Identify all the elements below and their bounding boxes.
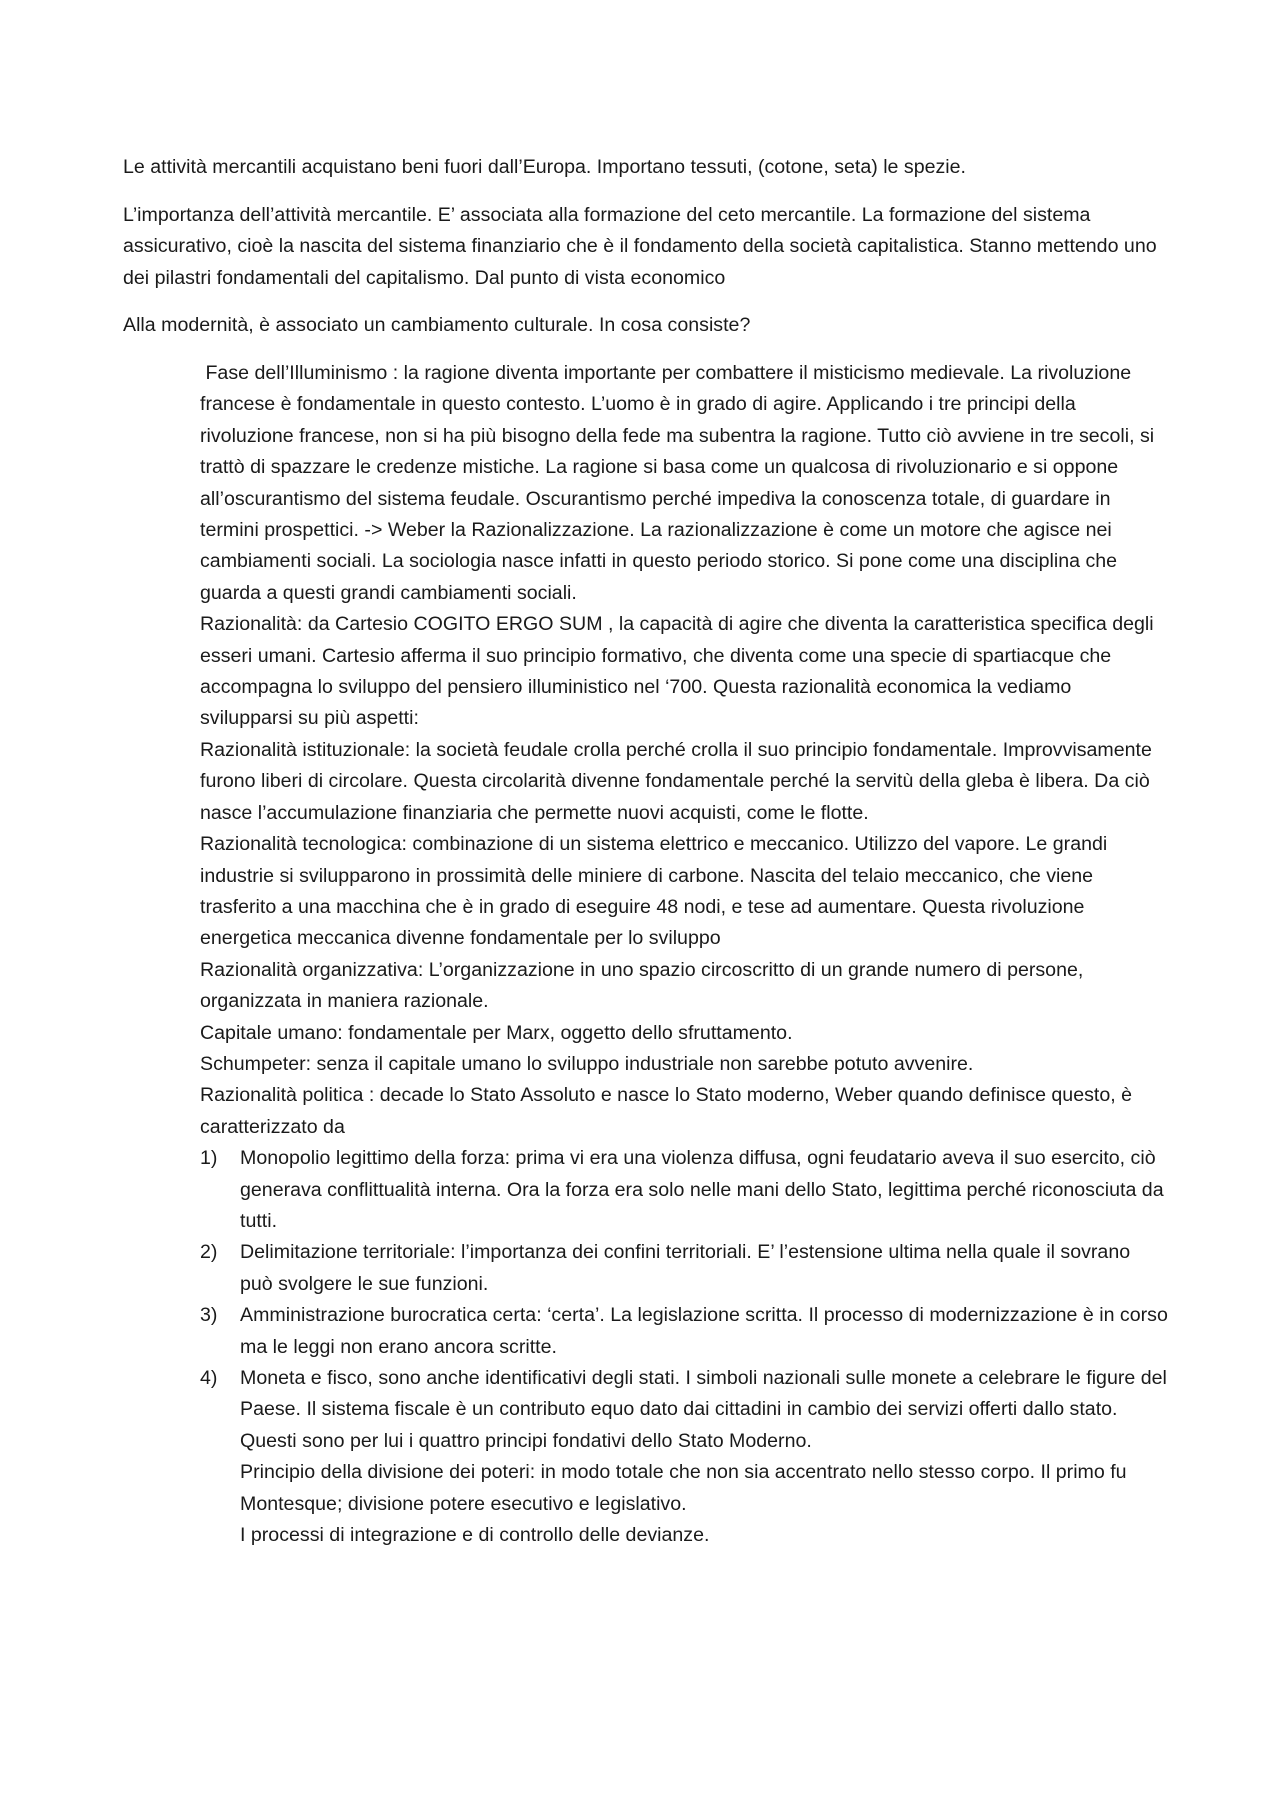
state-principles-list [200,1143,1168,1426]
rationality-paragraph: Razionalità: da Cartesio COGITO ERGO SUM , la capacità di agire che diventa la caratteristica specifica degli esseri umani. Cartesio afferma il suo principio formativo, che diventa come una specie di spartiacque che accompagna lo sviluppo del pensiero illuministico nel ‘700. Questa razionalità economica la vediamo svilupparsi su più aspetti: [200,613,1154,730]
schumpeter-paragraph: Schumpeter: senza il capitale umano lo sviluppo industriale non sarebbe potuto avvenire. [200,1052,974,1075]
organizational-rationality-paragraph: Razionalità organizzativa: L’organizzazione in uno spazio circoscritto di un grande numero di persone, organizzata in maniera razionale. [200,958,1084,1013]
list-number: 2) [200,1241,218,1264]
human-capital-paragraph: Capitale umano: fondamentale per Marx, oggetto dello sfruttamento. [200,1021,793,1044]
intro-paragraph-1: Le attività mercantili acquistano beni fuori dall’Europa. Importano tessuti, (cotone, seta) le spezie. [123,156,966,178]
list-item [200,1143,1168,1237]
list-number: 4) [200,1367,218,1389]
institutional-rationality-paragraph: Razionalità istituzionale: la società feudale crolla perché crolla il suo principio fondamentale. Improvvisamente furono liberi di circolare. Questa circolarità divenne fondamentale perché la servitù della gleba è libera. Da ciò nasce l’accumulazione finanziaria che permette nuovi acquisti, come le flotte. [200,738,1152,824]
intro-paragraph-3: Alla modernità, è associato un cambiamento culturale. In cosa consiste? [123,314,751,336]
technological-rationality-paragraph: Razionalità tecnologica: combinazione di un sistema elettrico e meccanico. Utilizzo del vapore. Le grandi industrie si svilupparono in prossimità delle miniere di carbone. Nascita del telaio meccanico, che viene trasferito a una macchina che è in grado di eseguire 48 nodi, e tese ad aumentare. Questa rivoluzione energetica meccanica divenne fondamentale per lo sviluppo [200,833,1108,950]
continuation-line: Questi sono per lui i quattro principi fondativi dello Stato Moderno. [240,1429,812,1452]
list-continuation [200,1426,1168,1552]
list-number: 3) [200,1304,218,1327]
intro-paragraph-2: L’importanza dell’attività mercantile. E’ associata alla formazione del ceto mercantile. La formazione del sistema assicurativo, cioè la nascita del sistema finanziario che è il fondamento della società capitalistica. Stanno mettendo uno dei pilastri fondamentali del capitalismo. Dal punto di vista economico [123,204,1157,289]
list-item [200,1300,1168,1363]
list-item [200,1363,1168,1426]
indented-section [200,358,1168,1551]
continuation-line: Principio della divisione dei poteri: in modo totale che non sia accentrato nello stesso corpo. Il primo fu Montesque; divisione potere esecutivo e legislativo. [240,1461,1127,1515]
list-item-text: Monopolio legittimo della forza: prima vi era una violenza diffusa, ogni feudatario aveva il suo esercito, ciò generava conflittualità interna. Ora la forza era solo nelle mani dello Stato, legittima perché riconosciuta da tutti. [240,1147,1164,1232]
list-item-text: Delimitazione territoriale: l’importanza dei confini territoriali. E’ l’estensione ultima nella quale il sovrano può svolgere le sue funzioni. [240,1241,1131,1295]
list-item [200,1237,1168,1300]
enlightenment-paragraph: Fase dell’Illuminismo : la ragione diventa importante per combattere il misticismo medievale. La rivoluzione francese è fondamentale in questo contesto. L’uomo è in grado di agire. Applicando i tre principi della rivoluzione francese, non si ha più bisogno della fede ma subentra la ragione. Tutto ciò avviene in tre secoli, si trattò di spazzare le credenze mistiche. La ragione si basa come un qualcosa di rivoluzionario e si oppone all’oscurantismo del sistema feudale. Oscurantismo perché impediva la conoscenza totale, di guardare in termini prospettici. -> Weber la Razionalizzazione. La razionalizzazione è come un motore che agisce nei cambiamenti sociali. La sociologia nasce infatti in questo periodo storico. Si pone come una disciplina che guarda a questi grandi cambiamenti sociali. [200,362,1160,604]
political-rationality-paragraph: Razionalità politica : decade lo Stato Assoluto e nasce lo Stato moderno, Weber quando definisce questo, è caratterizzato da [200,1084,1133,1138]
list-item-text: Moneta e fisco, sono anche identificativi degli stati. I simboli nazionali sulle monete a celebrare le figure del Paese. Il sistema fiscale è un contributo equo dato dai cittadini in cambio dei servizi offerti dallo stato. [240,1367,1167,1421]
list-number: 1) [200,1147,218,1170]
continuation-line: I processi di integrazione e di controllo delle devianze. [240,1524,710,1547]
list-item-text: Amministrazione burocratica certa: ‘certa’. La legislazione scritta. Il processo di modernizzazione è in corso ma le leggi non erano ancora scritte. [240,1304,1168,1358]
